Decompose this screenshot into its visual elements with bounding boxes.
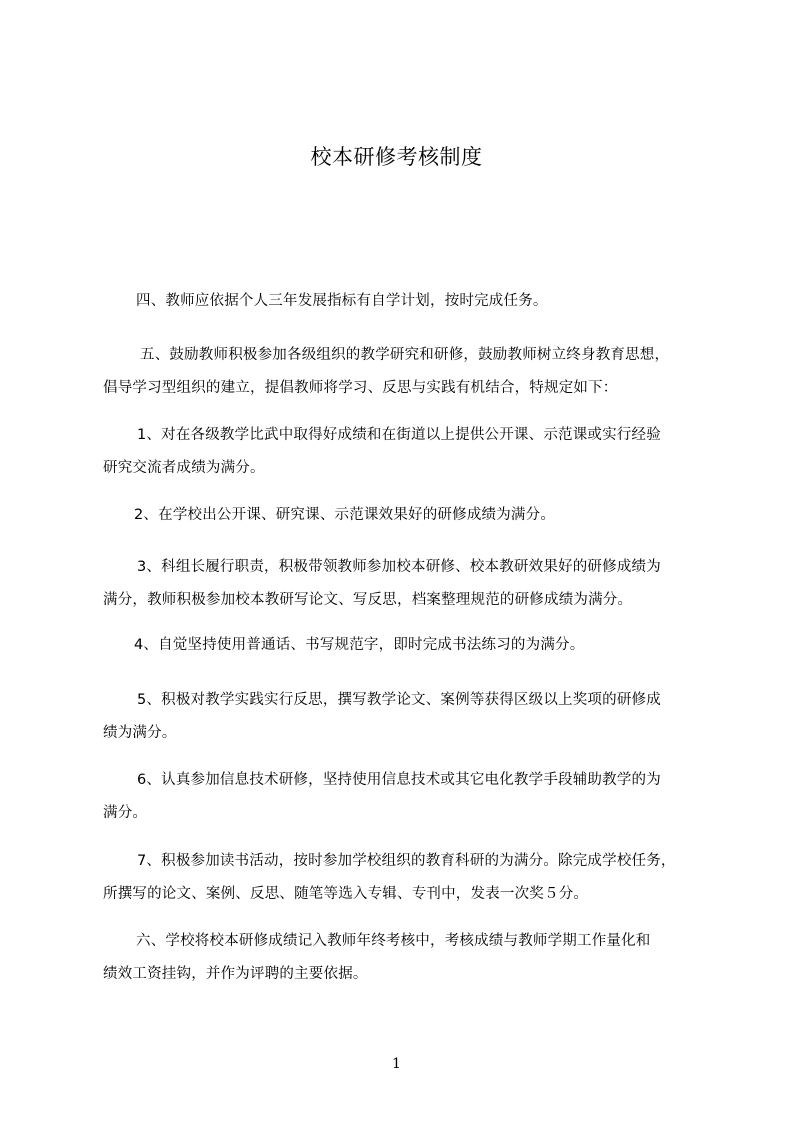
paragraph-5-item-2 <box>103 499 723 532</box>
paragraph-5-item-4 <box>103 629 723 662</box>
paragraph-line: 绩为满分。 <box>103 725 177 741</box>
paragraph-4 <box>103 285 723 318</box>
paragraph-line: 5、积极对教学实践实行反思，撰写教学论文、案例等获得区级以上奖项的研修成 <box>137 692 661 708</box>
paragraph-line: 4、自觉坚持使用普通话、书写规范字，即时完成书法练习的为满分。 <box>134 637 585 653</box>
document-title: 校本研修考核制度 <box>310 145 483 169</box>
paragraph-line: 六、学校将校本研修成绩记入教师年终考核中，考核成绩与教师学期工作量化和 <box>136 933 651 949</box>
paragraph-line: 五、鼓励教师积极参加各级组织的教学研究和研修，鼓励教师树立终身教育思想， <box>140 347 670 363</box>
paragraph-line: 四、教师应依据个人三年发展指标有自学计划，按时完成任务。 <box>136 293 548 309</box>
paragraph-line: 所撰写的论文、案例、反思、随笔等选入专辑、专刊中，发表一次奖５分。 <box>103 886 589 902</box>
paragraph-line: 满分，教师积极参加校本教研写论文、写反思，档案整理规范的研修成绩为满分。 <box>103 592 633 608</box>
paragraph-5-item-7 <box>103 845 723 911</box>
paragraph-line: 1、对在各级教学比武中取得好成绩和在街道以上提供公开课、示范课或实行经验 <box>137 427 661 443</box>
paragraph-6 <box>103 925 723 991</box>
paragraph-line: 6、认真参加信息技术研修，坚持使用信息技术或其它电化教学手段辅助教学的为 <box>137 772 661 788</box>
paragraph-line: 研究交流者成绩为满分。 <box>103 460 265 476</box>
paragraph-5-item-5 <box>103 684 723 750</box>
paragraph-5-item-6 <box>103 764 723 830</box>
paragraph-5-item-3 <box>103 551 723 617</box>
paragraph-line: 3、科组长履行职责，积极带领教师参加校本研修、校本教研效果好的研修成绩为 <box>137 559 661 575</box>
paragraph-line: 2、在学校出公开课、研究课、示范课效果好的研修成绩为满分。 <box>134 507 556 523</box>
paragraph-line: 绩效工资挂钩，并作为评聘的主要依据。 <box>103 966 368 982</box>
page-number: 1 <box>392 1056 401 1072</box>
paragraph-5 <box>103 339 723 405</box>
paragraph-5-item-1 <box>103 419 723 485</box>
paragraph-line: 满分。 <box>103 805 148 821</box>
paragraph-line: 倡导学习型组织的建立，提倡教师将学习、反思与实践有机结合，特规定如下： <box>103 380 618 396</box>
paragraph-line: 7、积极参加读书活动，按时参加学校组织的教育科研的为满分。除完成学校任务， <box>137 853 676 869</box>
